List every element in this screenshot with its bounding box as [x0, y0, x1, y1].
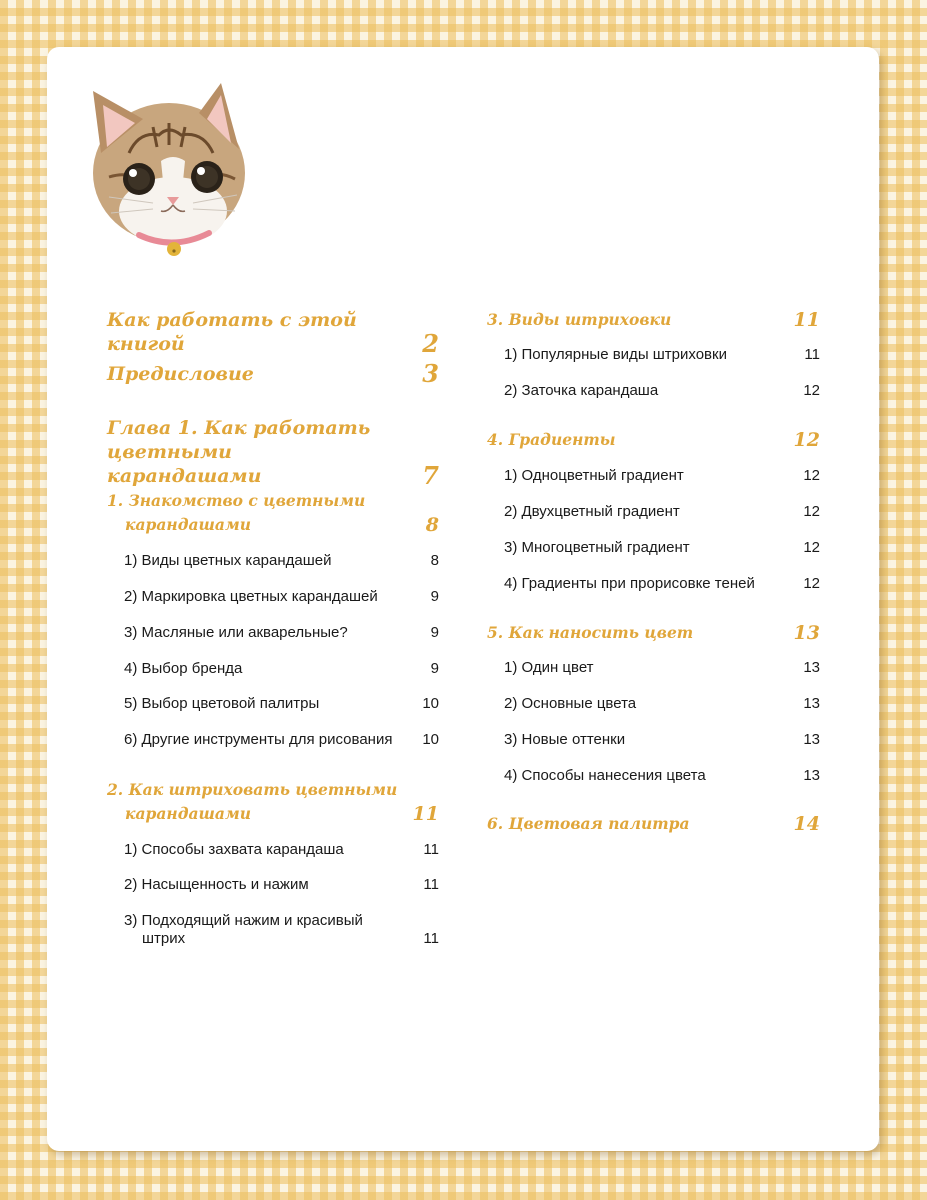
page-number: 13 [803, 731, 820, 748]
page-number: 13 [793, 622, 820, 644]
toc-item-3-1[interactable]: 1) Популярные виды штриховки 11 [504, 346, 820, 363]
page-number: 11 [423, 930, 439, 947]
page-number: 12 [803, 467, 820, 484]
page-number: 7 [422, 461, 439, 490]
cat-illustration [69, 61, 259, 261]
page-number: 12 [803, 503, 820, 520]
toc-item-2-2[interactable]: 2) Насыщенность и нажим 11 [124, 876, 439, 893]
toc-item-2-3[interactable]: 3) Подходящий нажим и красивый штрих 11 [124, 912, 439, 947]
book-page [47, 47, 879, 1151]
toc-item-1-4[interactable]: 4) Выбор бренда 9 [124, 660, 439, 677]
toc-heading-preface[interactable]: Предисловие 3 [107, 359, 439, 388]
toc-item-1-5[interactable]: 5) Выбор цветовой палитры 10 [124, 695, 439, 712]
page-number: 8 [430, 552, 439, 569]
page-number: 12 [803, 382, 820, 399]
page-number: 11 [793, 309, 820, 331]
page-number: 2 [422, 329, 439, 358]
toc-item-4-3[interactable]: 3) Многоцветный градиент 12 [504, 539, 820, 556]
toc-section-4[interactable]: 4. Градиенты 12 [487, 429, 820, 451]
toc-item-4-1[interactable]: 1) Одноцветный градиент 12 [504, 467, 820, 484]
page-number: 8 [425, 514, 439, 536]
page-number: 10 [422, 731, 439, 748]
toc-item-1-2[interactable]: 2) Маркировка цветных карандашей 9 [124, 588, 439, 605]
page-number: 13 [803, 767, 820, 784]
page-number: 9 [430, 624, 439, 641]
toc-item-5-3[interactable]: 3) Новые оттенки 13 [504, 731, 820, 748]
toc-item-5-4[interactable]: 4) Способы нанесения цвета 13 [504, 767, 820, 784]
toc-item-1-6[interactable]: 6) Другие инструменты для рисования 10 [124, 731, 439, 748]
toc-item-5-1[interactable]: 1) Один цвет 13 [504, 659, 820, 676]
page-number: 14 [793, 813, 820, 835]
page-number: 12 [803, 539, 820, 556]
toc-item-2-1[interactable]: 1) Способы захвата карандаша 11 [124, 841, 439, 858]
page-number: 10 [422, 695, 439, 712]
page-number: 13 [803, 659, 820, 676]
toc-item-3-2[interactable]: 2) Заточка карандаша 12 [504, 382, 820, 399]
toc-item-1-3[interactable]: 3) Масляные или акварельные? 9 [124, 624, 439, 641]
page-number: 11 [423, 876, 439, 893]
toc-item-5-2[interactable]: 2) Основные цвета 13 [504, 695, 820, 712]
page-number: 12 [793, 429, 820, 451]
toc-item-4-4[interactable]: 4) Градиенты при прорисовке теней 12 [504, 575, 820, 592]
page-number: 9 [430, 588, 439, 605]
page-number: 9 [430, 660, 439, 677]
toc-section-1[interactable]: 1. Знакомство с цветными карандашами 8 [107, 491, 439, 536]
page-number: 11 [423, 841, 439, 858]
toc-section-5[interactable]: 5. Как наносить цвет 13 [487, 622, 820, 644]
toc-heading-chapter-1[interactable]: Глава 1. Как работать цветными карандашами 7 [107, 417, 439, 490]
page-number: 11 [804, 346, 820, 363]
page-number: 11 [412, 803, 439, 825]
toc-item-4-2[interactable]: 2) Двухцветный градиент 12 [504, 503, 820, 520]
page-number: 13 [803, 695, 820, 712]
toc-section-3[interactable]: 3. Виды штриховки 11 [487, 309, 820, 331]
toc-section-6[interactable]: 6. Цветовая палитра 14 [487, 813, 820, 835]
page-number: 3 [422, 359, 439, 388]
toc-heading-book-guide[interactable]: Как работать с этой книгой 2 [107, 309, 439, 358]
page-number: 12 [803, 575, 820, 592]
toc-section-2[interactable]: 2. Как штриховать цветными карандашами 11 [107, 780, 439, 825]
toc-item-1-1[interactable]: 1) Виды цветных карандашей 8 [124, 552, 439, 569]
